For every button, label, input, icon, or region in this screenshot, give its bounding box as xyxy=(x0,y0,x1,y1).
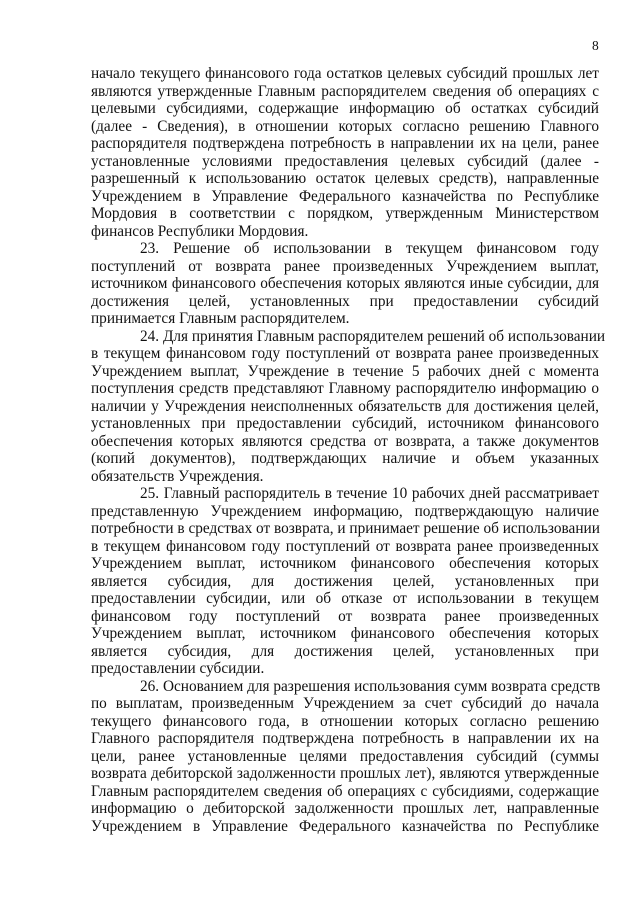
text-line: Учреждением выплат, Учреждение в течение 5 рабочих дней с момента xyxy=(91,362,599,380)
text-line: 25. Главный распорядитель в течение 10 рабочих дней рассматривает xyxy=(140,485,599,502)
paragraph xyxy=(91,485,599,678)
text-line: предоставлении субсидии, или об отказе от использовании в текущем xyxy=(91,590,599,607)
text-line: поступления средств представляют Главному распорядителю информацию о xyxy=(91,380,599,397)
text-line: Главного распорядителя подтверждена потребность в направлении их на xyxy=(91,730,599,747)
text-line: поступлений от возврата ранее произведенных Учреждением выплат, xyxy=(91,257,599,275)
paragraph xyxy=(91,240,599,328)
text-line: предоставлении субсидии. xyxy=(91,660,265,677)
text-line: достижения целей, установленных при предоставлении субсидий xyxy=(91,292,599,310)
text-line: в текущем финансовом году поступлений от возврата ранее произведенных xyxy=(91,345,599,362)
text-line: является субсидия, для достижения целей, установленных при xyxy=(91,642,599,660)
text-line: Учреждением выплат, источником финансового обеспечения которых xyxy=(91,555,599,572)
text-line: (копий документов), подтверждающих наличие и объем указанных xyxy=(91,450,599,467)
text-line: установленные условиями предоставления целевых субсидий (далее - xyxy=(91,152,599,170)
text-line: финансовом году поступлений от возврата ранее произведенных xyxy=(91,607,599,625)
text-line: Главным распорядителем сведения об операциях с субсидиями, содержащие xyxy=(91,782,599,800)
text-line: наличии у Учреждения неисполненных обязательств для достижения целей, xyxy=(91,397,599,415)
text-line: информацию о дебиторской задолженности прошлых лет, направленные xyxy=(91,800,599,817)
text-line: являются утвержденные Главным распорядителем сведения об операциях с xyxy=(91,82,599,100)
text-line: целевыми субсидиями, содержащие информацию об остатках субсидий xyxy=(91,100,599,117)
text-line: (далее - Сведения), в отношении которых согласно решению Главного xyxy=(91,117,599,135)
text-line: разрешенный к использованию остаток целевых средств), направленные xyxy=(91,170,599,187)
text-line: распорядителя подтверждена потребность в направлении их на цели, ранее xyxy=(91,135,599,152)
text-line: возврата дебиторской задолженности прошлых лет), являются утвержденные xyxy=(91,765,599,782)
paragraph xyxy=(91,327,606,486)
paragraph xyxy=(91,678,599,836)
text-line: начало текущего финансового года остатков целевых субсидий прошлых лет xyxy=(91,65,599,82)
text-line: 24. Для принятия Главным распорядителем решений об использовании xyxy=(140,327,606,345)
text-line: потребности в средствах от возврата, и принимает решение об использовании xyxy=(91,520,600,537)
text-line: установленных при предоставлении субсидий, источником финансового xyxy=(91,415,599,432)
text-line: Учреждением в Управление Федерального казначейства по Республике xyxy=(91,187,599,205)
text-line: 26. Основанием для разрешения использования сумм возврата средств xyxy=(140,677,601,695)
text-line: по выплатам, произведенным Учреждением за счет субсидий до начала xyxy=(91,695,599,712)
text-line: представленную Учреждением информацию, подтверждающую наличие xyxy=(91,502,599,520)
text-line: текущего финансового года, в отношении которых согласно решению xyxy=(91,712,599,730)
text-line: является субсидия, для достижения целей, установленных при xyxy=(91,572,599,590)
paragraph xyxy=(91,65,599,240)
page-number: 8 xyxy=(592,38,599,53)
text-line: обязательств Учреждения. xyxy=(91,467,264,485)
text-line: источником финансового обеспечения которых являются иные субсидии, для xyxy=(91,275,599,292)
text-line: финансов Республики Мордовия. xyxy=(91,222,309,240)
text-line: Учреждением в Управление Федерального казначейства по Республике xyxy=(91,817,599,835)
text-line: цели, ранее установленные целями предоставления субсидий (суммы xyxy=(91,747,599,765)
text-line: 23. Решение об использовании в текущем финансовом году xyxy=(140,240,599,257)
text-line: Учреждением выплат, источником финансового обеспечения которых xyxy=(91,625,599,642)
text-line: в текущем финансовом году поступлений от возврата ранее произведенных xyxy=(91,537,599,555)
text-line: принимается Главным распорядителем. xyxy=(91,310,350,327)
text-line: обеспечения которых являются средства от возврата, а также документов xyxy=(91,432,599,450)
document-body xyxy=(91,65,606,835)
text-line: Мордовия в соответствии с порядком, утвержденным Министерством xyxy=(91,205,599,222)
